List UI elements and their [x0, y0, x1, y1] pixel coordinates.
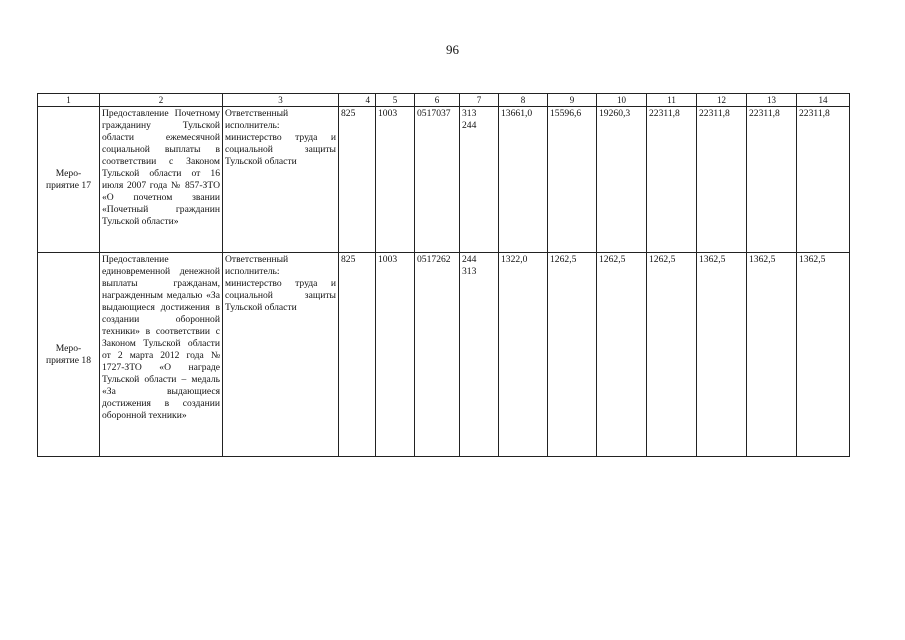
cell-col11: 22311,8 [647, 107, 697, 253]
measure-label-line: Меро- [55, 342, 82, 354]
header-cell: 14 [797, 94, 850, 107]
cell-col10: 1262,5 [597, 253, 647, 457]
cell-col5: 1003 [376, 107, 415, 253]
cell-col9: 1262,5 [548, 253, 597, 457]
header-row [38, 94, 850, 107]
cell-col7-line: 244 [462, 120, 477, 131]
header-cell: 9 [548, 94, 597, 107]
cell-col13: 22311,8 [747, 107, 797, 253]
cell-col8: 13661,0 [499, 107, 548, 253]
measure-label [38, 253, 100, 457]
measure-label [38, 107, 100, 253]
cell-col6: 0517262 [415, 253, 460, 457]
cell-col7-line: 313 [462, 266, 477, 277]
header-cell: 5 [376, 94, 415, 107]
header-cell: 10 [597, 94, 647, 107]
cell-col7 [460, 107, 499, 253]
header-cell: 1 [38, 94, 100, 107]
cell-col5: 1003 [376, 253, 415, 457]
cell-col4: 825 [339, 253, 376, 457]
header-cell: 12 [697, 94, 747, 107]
header-cell: 13 [747, 94, 797, 107]
cell-col10: 19260,3 [597, 107, 647, 253]
measure-label-line: Меро- [55, 167, 82, 179]
cell-col8: 1322,0 [499, 253, 548, 457]
cell-col12: 1362,5 [697, 253, 747, 457]
header-cell: 11 [647, 94, 697, 107]
header-cell: 2 [100, 94, 223, 107]
table-row [38, 253, 850, 457]
cell-col7-line: 244 [462, 254, 477, 265]
cell-col4: 825 [339, 107, 376, 253]
measure-executor: Ответственный исполнитель: министерство труда и социальной защиты Тульской области [223, 253, 339, 457]
measure-label-line: приятие 17 [45, 179, 92, 191]
cell-col9: 15596,6 [548, 107, 597, 253]
cell-col7 [460, 253, 499, 457]
budget-table [37, 93, 850, 457]
cell-col11: 1262,5 [647, 253, 697, 457]
header-cell: 4 [339, 94, 376, 107]
cell-col13: 1362,5 [747, 253, 797, 457]
cell-col14: 1362,5 [797, 253, 850, 457]
measure-description: Предоставление единовременной денежной выплаты гражданам, награжденным медалью «За выдающиеся достижения в создании оборонной техники» в соответствии с Законом Тульской области от 2 марта 2012 года № 1727-ЗТО «О награде Тульской области – медаль «За выдающиеся достижения в создании оборонной техники» [100, 253, 223, 457]
table-row [38, 107, 850, 253]
measure-executor: Ответственный исполнитель: министерство труда и социальной защиты Тульской области [223, 107, 339, 253]
cell-col6: 0517037 [415, 107, 460, 253]
cell-col14: 22311,8 [797, 107, 850, 253]
page-number: 96 [446, 42, 459, 57]
header-cell: 7 [460, 94, 499, 107]
cell-col7-line: 313 [462, 108, 477, 119]
header-cell: 8 [499, 94, 548, 107]
cell-col12: 22311,8 [697, 107, 747, 253]
measure-label-line: приятие 18 [45, 354, 92, 366]
header-cell: 6 [415, 94, 460, 107]
measure-description: Предоставление Почетному гражданину Тульской области ежемесячной социальной выплаты в соответствии с Законом Тульской области от 16 июля 2007 года № 857-ЗТО «О почетном звании «Почетный гражданин Тульской области» [100, 107, 223, 253]
header-cell: 3 [223, 94, 339, 107]
